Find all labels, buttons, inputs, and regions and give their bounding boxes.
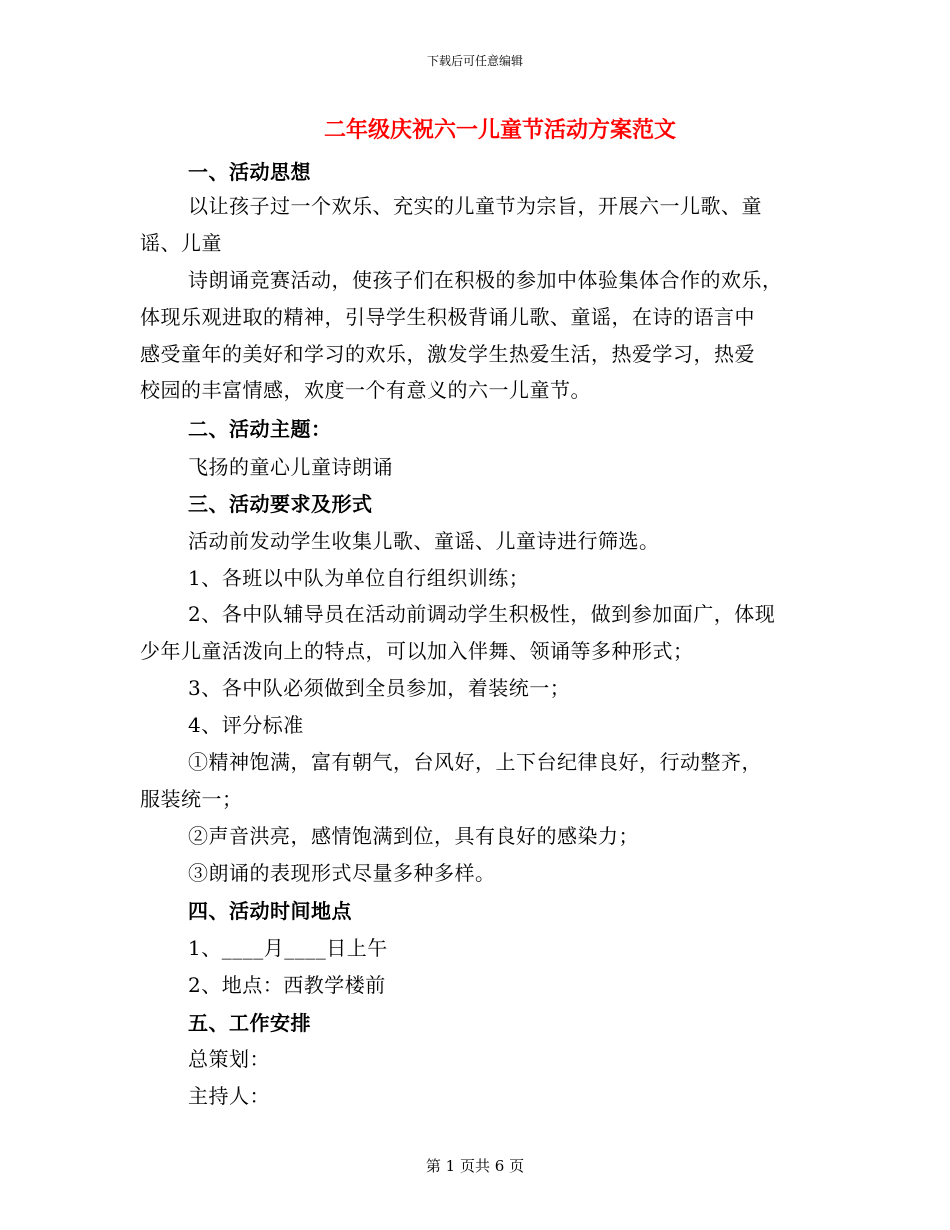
document-title: 二年级庆祝六一儿童节活动方案范文	[323, 117, 676, 143]
body-line: 一、活动思想	[188, 160, 311, 184]
body-line: 少年儿童活泼向上的特点，可以加入伴舞、领诵等多种形式；	[140, 639, 694, 663]
page-header-note: 下载后可任意编辑	[426, 54, 523, 68]
body-line: 4、评分标准	[188, 713, 304, 737]
body-line: ②声音洪亮，感情饱满到位，具有良好的感染力；	[188, 824, 639, 848]
body-line: 2、各中队辅导员在活动前调动学生积极性，做到参加面广，体现	[188, 602, 776, 626]
body-line: 1、____月____日上午	[188, 936, 388, 960]
body-line: 总策划：	[188, 1047, 270, 1071]
body-line: 1、各班以中队为单位自行组织训练；	[188, 566, 530, 590]
body-line: ③朗诵的表现形式尽量多种多样。	[188, 861, 496, 885]
body-line: 三、活动要求及形式	[188, 492, 373, 516]
body-line: 体现乐观进取的精神，引导学生积极背诵儿歌、童谣，在诗的语言中	[140, 305, 755, 329]
body-line: ①精神饱满，富有朝气，台风好，上下台纪律良好，行动整齐，	[188, 750, 762, 774]
body-line: 五、工作安排	[188, 1011, 311, 1035]
body-line: 二、活动主题：	[188, 417, 332, 441]
body-line: 以让孩子过一个欢乐、充实的儿童节为宗旨，开展六一儿歌、童	[188, 194, 762, 218]
body-line: 校园的丰富情感，欢度一个有意义的六一儿童节。	[140, 378, 591, 402]
body-line: 服装统一；	[140, 787, 243, 811]
body-line: 诗朗诵竞赛活动，使孩子们在积极的参加中体验集体合作的欢乐，	[188, 268, 783, 292]
body-line: 感受童年的美好和学习的欢乐，激发学生热爱生活，热爱学习，热爱	[140, 342, 755, 366]
body-line: 主持人：	[188, 1084, 270, 1108]
body-line: 飞扬的童心儿童诗朗诵	[188, 455, 393, 479]
body-line: 活动前发动学生收集儿歌、童谣、儿童诗进行筛选。	[188, 529, 660, 553]
page-number-footer: 第 1 页共 6 页	[425, 1157, 525, 1175]
body-line: 3、各中队必须做到全员参加，着装统一；	[188, 676, 571, 700]
body-line: 2、地点：西教学楼前	[188, 973, 386, 997]
body-line: 四、活动时间地点	[188, 899, 352, 923]
body-line: 谣、儿童	[140, 231, 222, 255]
